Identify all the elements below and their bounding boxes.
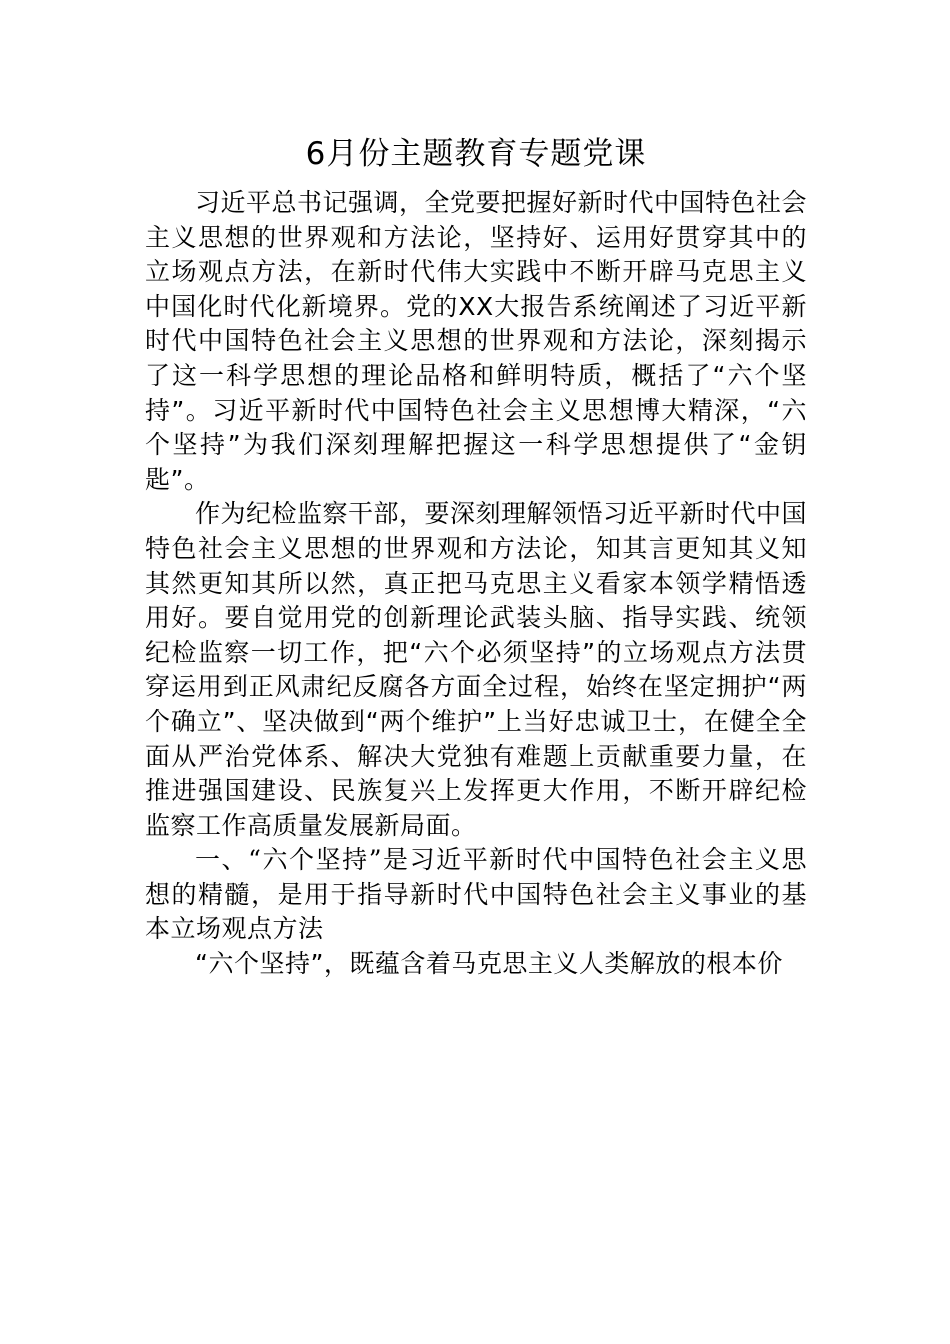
section-heading-one: 一、“六个坚持”是习近平新时代中国特色社会主义思想的精髓，是用于指导新时代中国特色社会主义事业的基本立场观点方法 (145, 845, 807, 944)
paragraph-intro: 习近平总书记强调，全党要把握好新时代中国特色社会主义思想的世界观和方法论，坚持好、运用好贯穿其中的立场观点方法，在新时代伟大实践中不断开辟马克思主义中国化时代化新境界。党的XX大报告系统阐述了习近平新时代中国特色社会主义思想的世界观和方法论，深刻揭示了这一科学思想的理论品格和鲜明特质，概括了“六个坚持”。习近平新时代中国特色社会主义思想博大精深，“六个坚持”为我们深刻理解把握这一科学思想提供了“金钥匙”。 (145, 188, 808, 494)
document-title: 6月份主题教育专题党课 (305, 136, 647, 172)
paragraph-cadre-duty: 作为纪检监察干部，要深刻理解领悟习近平新时代中国特色社会主义思想的世界观和方法论，知其言更知其义知其然更知其所以然，真正把马克思主义看家本领学精悟透用好。要自觉用党的创新理论武装头脑、指导实践、统领纪检监察一切工作，把“六个必须坚持”的立场观点方法贯穿运用到正风肃纪反腐各方面全过程，始终在坚定拥护“两个确立”、坚决做到“两个维护”上当好忠诚卫士，在健全全面从严治党体系、解决大党独有难题上贡献重要力量，在推进强国建设、民族复兴上发挥更大作用，不断开辟纪检监察工作高质量发展新局面。 (145, 499, 808, 840)
document-body (145, 128, 807, 982)
paragraph-section-one-start: “六个坚持”，既蕴含着马克思主义人类解放的根本价 (195, 949, 783, 979)
